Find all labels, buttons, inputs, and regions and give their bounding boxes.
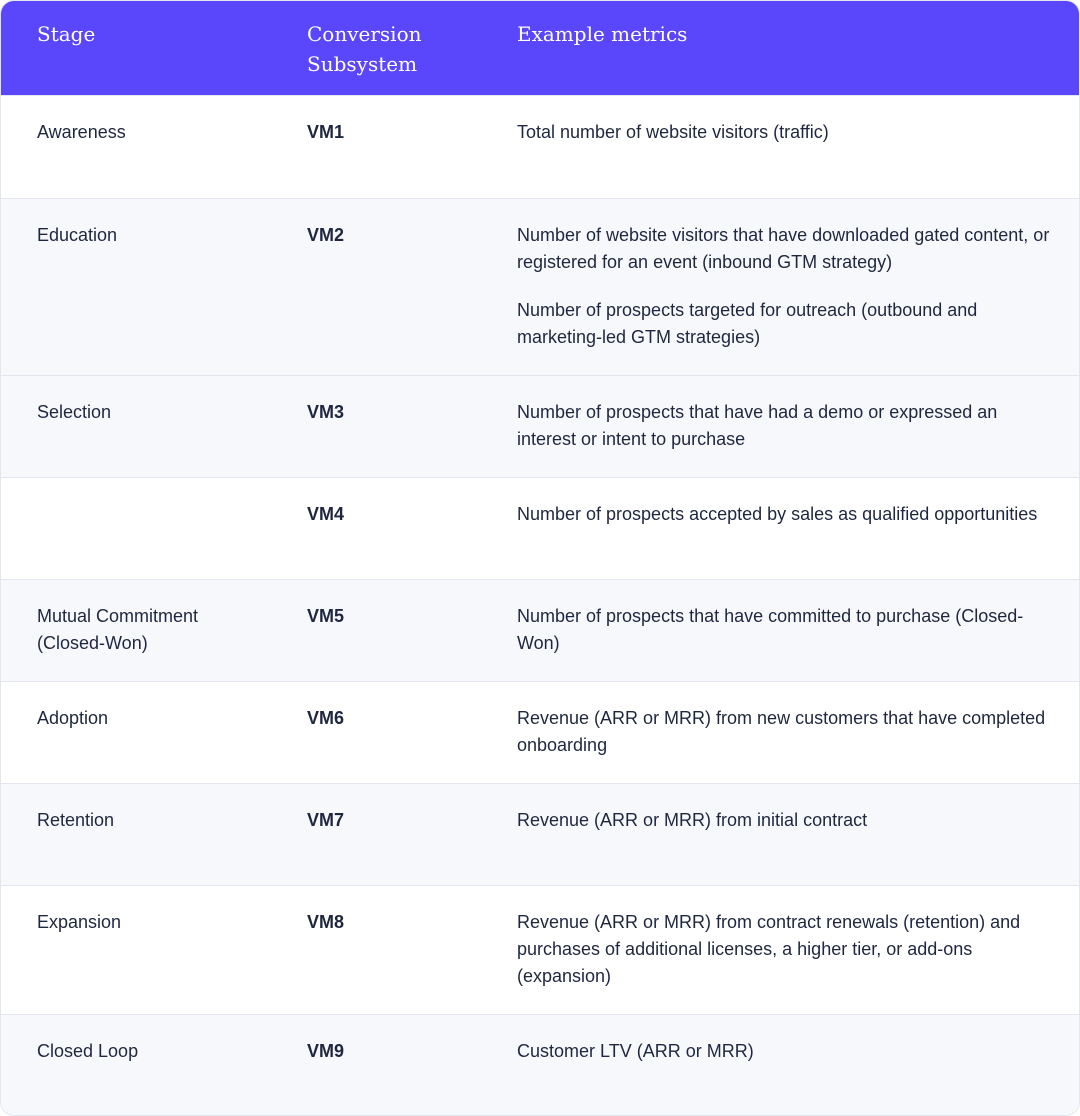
- metric-text: Total number of website visitors (traffic): [517, 122, 829, 142]
- stage-cell: Closed Loop: [37, 1041, 139, 1061]
- subsystem-cell: VM2: [307, 225, 345, 245]
- stage-cell: Retention: [37, 810, 115, 830]
- table-header: [1, 1, 1079, 95]
- table-row: [1, 885, 1079, 1014]
- metric-text: Revenue (ARR or MRR) from initial contract: [517, 810, 868, 830]
- metric-text: Number of prospects accepted by sales as qualified opportunities: [517, 504, 1038, 524]
- metric-text: Number of prospects that have committed to purchase (Closed-Won): [517, 606, 1024, 653]
- subsystem-cell: VM5: [307, 606, 345, 626]
- stage-cell: Awareness: [37, 122, 126, 142]
- header-metrics: Example metrics: [517, 22, 688, 46]
- stage-cell: Education: [37, 225, 118, 245]
- metric-text: Revenue (ARR or MRR) from new customers that have completed onboarding: [517, 708, 1046, 755]
- stage-cell: Selection: [37, 402, 112, 422]
- metric-cell: [517, 1038, 1057, 1065]
- subsystem-cell: VM7: [307, 810, 345, 830]
- table-row: [1, 198, 1079, 375]
- subsystem-cell: VM6: [307, 708, 345, 728]
- metric-cell: [517, 399, 1057, 453]
- metric-text: Number of prospects targeted for outreach (outbound and marketing-led GTM strategies): [517, 300, 978, 347]
- subsystem-cell: VM1: [307, 122, 345, 142]
- header-subsystem: Conversion Subsystem: [307, 22, 422, 76]
- subsystem-cell: VM8: [307, 912, 345, 932]
- table-row: [1, 375, 1079, 477]
- metric-cell: [517, 119, 1057, 146]
- metric-cell: [517, 501, 1057, 528]
- stage-cell: Adoption: [37, 708, 109, 728]
- header-stage: Stage: [37, 22, 96, 46]
- stage-cell: Expansion: [37, 912, 122, 932]
- table-row: [1, 477, 1079, 579]
- subsystem-cell: VM3: [307, 402, 345, 422]
- table-row: [1, 579, 1079, 681]
- metric-cell: [517, 909, 1057, 990]
- table-row: [1, 1014, 1079, 1115]
- table-row: [1, 783, 1079, 885]
- table-row: [1, 681, 1079, 783]
- metric-text: Revenue (ARR or MRR) from contract renewals (retention) and purchases of additional licenses, a higher tier, or add-ons (expansion): [517, 912, 1021, 986]
- metric-cell: [517, 705, 1057, 759]
- metric-text: Number of website visitors that have downloaded gated content, or registered for an event (inbound GTM strategy): [517, 225, 1050, 272]
- subsystem-cell: VM9: [307, 1041, 345, 1061]
- subsystem-cell: VM4: [307, 504, 345, 524]
- metric-cell: [517, 807, 1057, 834]
- metric-text: Customer LTV (ARR or MRR): [517, 1041, 754, 1061]
- table-row: [1, 95, 1079, 198]
- metric-cell: [517, 222, 1057, 351]
- stage-cell: Mutual Commitment (Closed-Won): [37, 606, 199, 653]
- metric-cell: [517, 603, 1057, 657]
- metric-text: Number of prospects that have had a demo or expressed an interest or intent to purchase: [517, 402, 998, 449]
